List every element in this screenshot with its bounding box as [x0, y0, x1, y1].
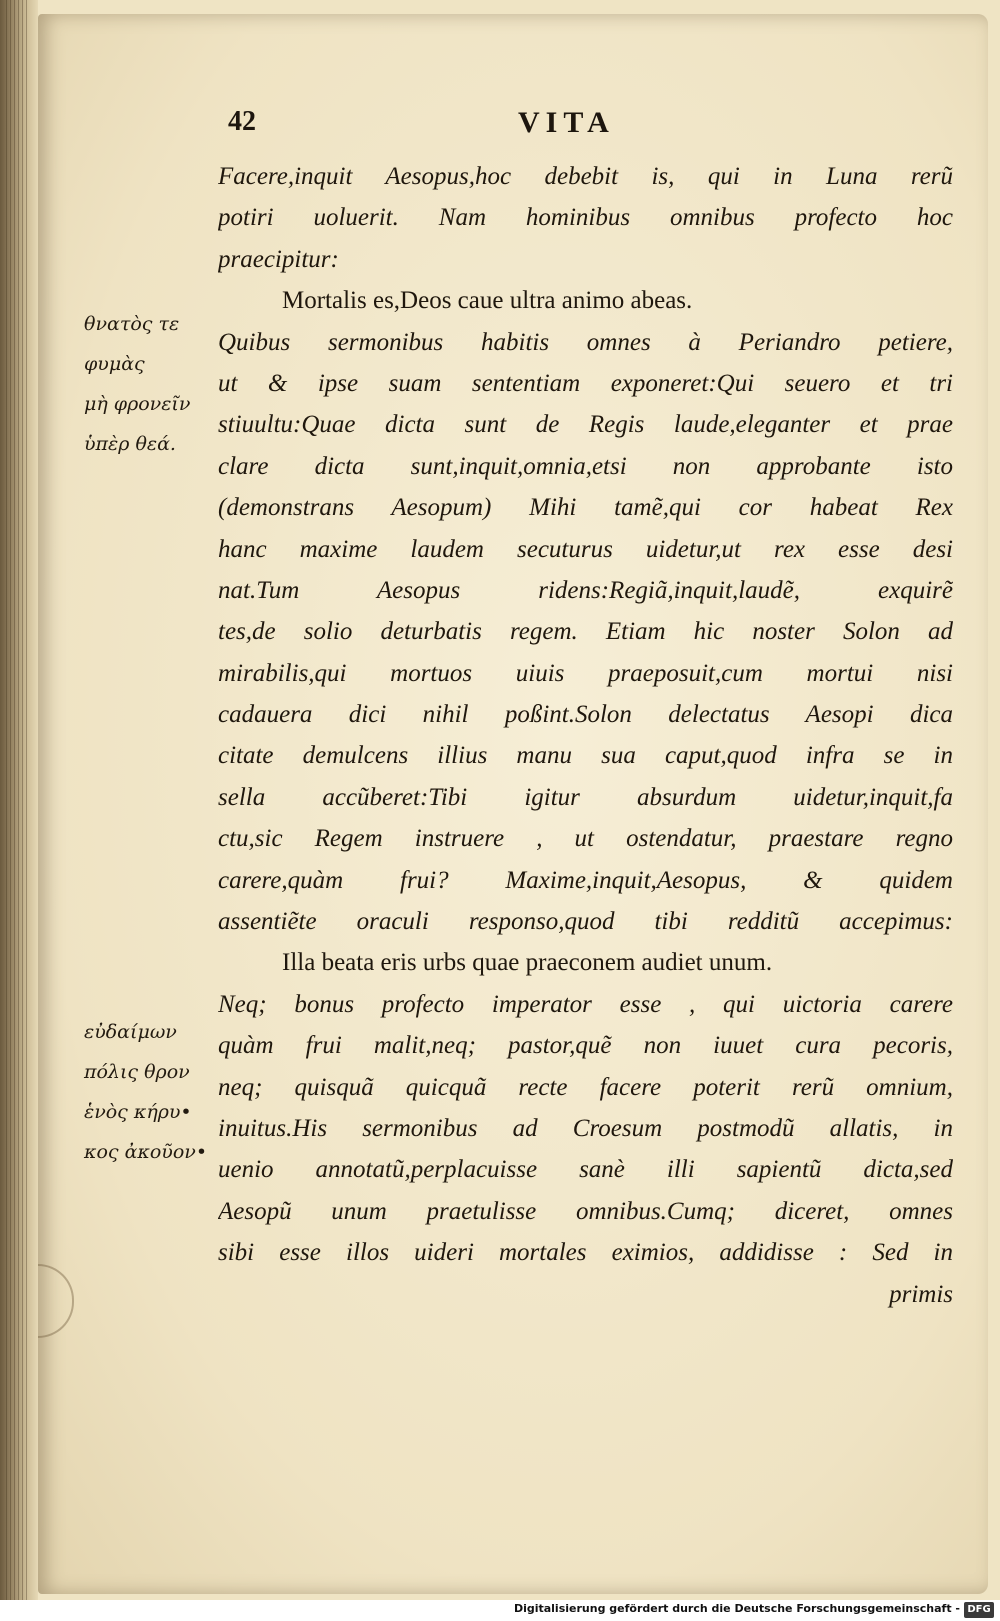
- body-text: [218, 156, 953, 1315]
- margin-note-line: εὐδαίμων: [84, 1021, 177, 1043]
- verse-line: Illa beata eris urbs quae praeconem audiet unum.: [282, 949, 773, 977]
- text-line: cadauera dici nihil poßint.Solon delectatus Aesopi dica: [218, 701, 953, 729]
- text-line: tes,de solio deturbatis regem. Etiam hic noster Solon ad: [218, 618, 953, 646]
- page-header: [38, 106, 988, 146]
- text-line: praecipitur:: [218, 245, 339, 273]
- margin-note-line: κος ἀκοῦον•: [84, 1141, 208, 1163]
- margin-note-line: θνατὸς τε: [84, 313, 180, 335]
- text-line: hanc maxime laudem secuturus uidetur,ut rex esse desi: [218, 535, 953, 563]
- funding-credit: Digitalisierung gefördert durch die Deutsche Forschungsgemeinschaft -: [513, 1602, 960, 1615]
- dfg-logo-icon: DFG: [964, 1602, 994, 1618]
- text-line: citate demulcens illius manu sua caput,quod infra se in: [218, 742, 953, 770]
- catchword: primis: [889, 1280, 953, 1308]
- text-line: (demonstrans Aesopum) Mihi tamẽ,qui cor habeat Rex: [218, 494, 953, 522]
- text-line: Quibus sermonibus habitis omnes à Periandro petiere,: [218, 328, 953, 356]
- page-edges: [6, 0, 30, 1600]
- verse-line: Mortalis es,Deos caue ultra animo abeas.: [282, 287, 693, 315]
- text-line: carere,quàm frui? Maxime,inquit,Aesopus, & quidem: [218, 866, 953, 894]
- text-line: stiuultu:Quae dicta sunt de Regis laude,eleganter et prae: [218, 411, 953, 439]
- margin-note-line: ὑπὲρ θεά.: [84, 433, 176, 455]
- page-wear-mark: [38, 1264, 74, 1338]
- text-line: ctu,sic Regem instruere , ut ostendatur, praestare regno: [218, 825, 953, 853]
- book-page: [38, 14, 988, 1594]
- text-line: nat.Tum Aesopus ridens:Regiã,inquit,laudẽ, exquirẽ: [218, 576, 953, 604]
- text-line: uenio annotatũ,perplacuisse sanè illi sapientũ dicta,sed: [218, 1156, 953, 1184]
- margin-note-line: φυμὰς: [84, 353, 145, 375]
- text-line: inuitus.His sermonibus ad Croesum postmodũ allatis, in: [218, 1114, 953, 1142]
- text-line: sella accũberet:Tibi igitur absurdum uidetur,inquit,fa: [218, 783, 953, 811]
- text-line: assentiẽte oraculi responso,quod tibi redditũ accepimus:: [218, 908, 953, 936]
- margin-note-line: μὴ φρονεῖν: [84, 393, 191, 415]
- text-line: potiri uoluerit. Nam hominibus omnibus profecto hoc: [218, 204, 953, 232]
- text-line: ut & ipse suam sententiam exponeret:Qui seuero et tri: [218, 369, 953, 397]
- text-line: neq; quisquã quicquã recte facere poterit rerũ omnium,: [218, 1073, 953, 1101]
- text-line: Aesopũ unum praetulisse omnibus.Cumq; diceret, omnes: [218, 1197, 953, 1225]
- text-line: mirabilis,qui mortuos uiuis praeposuit,cum mortui nisi: [218, 659, 953, 687]
- digitization-footer: [0, 1600, 1000, 1621]
- text-line: Facere,inquit Aesopus,hoc debebit is, qui in Luna rerũ: [218, 163, 953, 190]
- text-line: Neq; bonus profecto imperator esse , qui uictoria carere: [218, 990, 953, 1018]
- text-line: clare dicta sunt,inquit,omnia,etsi non approbante isto: [218, 452, 953, 480]
- text-line: quàm frui malit,neq; pastor,quẽ non iuuet cura pecoris,: [218, 1032, 953, 1060]
- running-head: VITA: [518, 106, 615, 139]
- page-number: 42: [228, 106, 256, 137]
- margin-note-line: ἑνὸς κήρυ•: [84, 1101, 192, 1123]
- text-line: sibi esse illos uideri mortales eximios, addidisse : Sed in: [218, 1239, 953, 1267]
- margin-note-line: πόλις θρον: [84, 1061, 190, 1083]
